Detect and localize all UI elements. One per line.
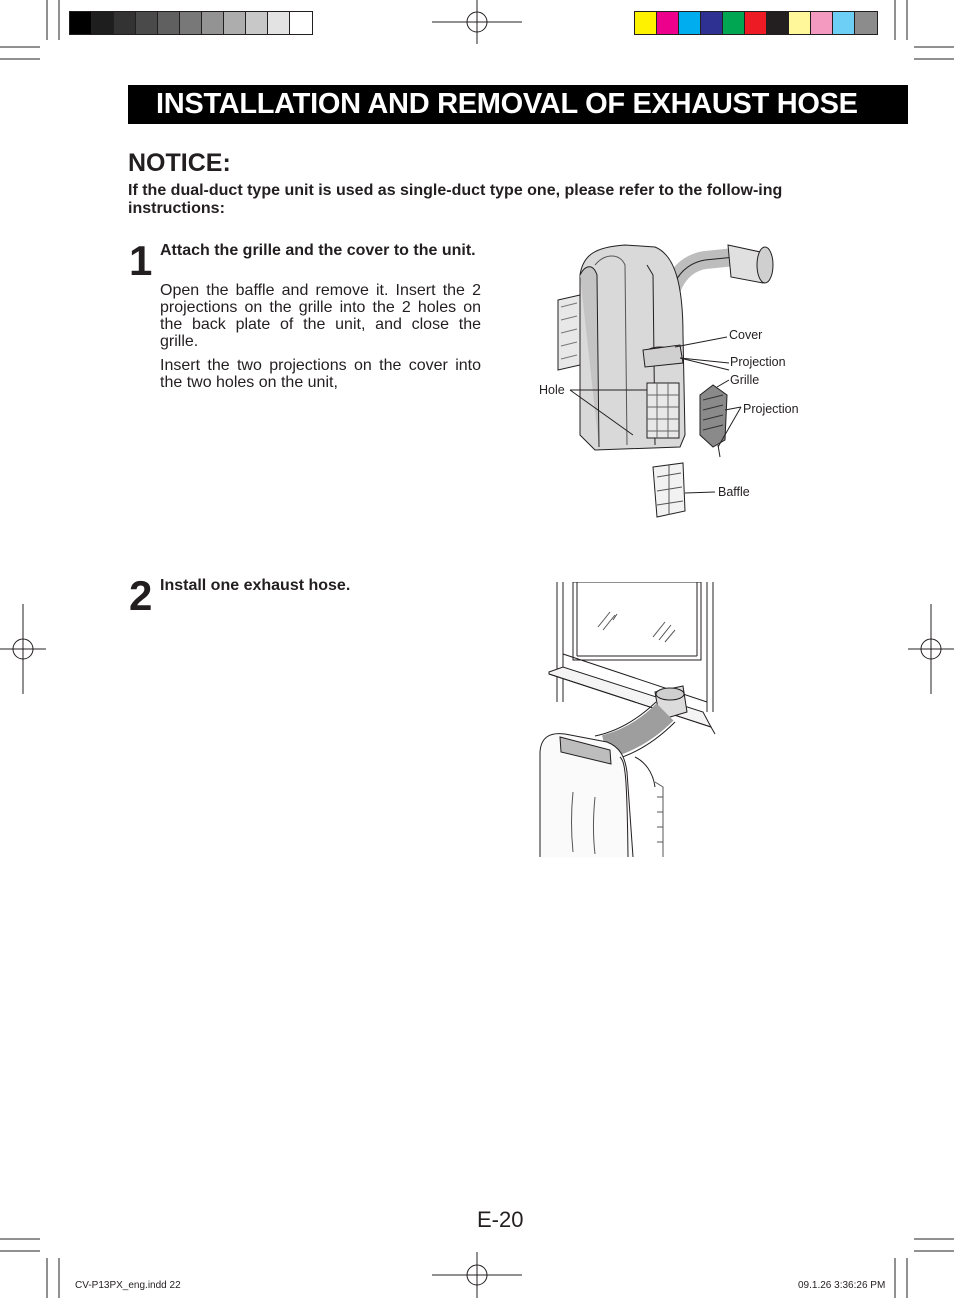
label-hole: Hole (539, 383, 565, 397)
label-projection-bottom: Projection (743, 402, 799, 416)
grayscale-calibration-bar (69, 11, 313, 35)
calibration-swatch (202, 12, 224, 34)
calibration-swatch (723, 12, 745, 34)
label-projection-top: Projection (730, 355, 786, 369)
calibration-swatch (114, 12, 136, 34)
calibration-swatch (789, 12, 811, 34)
calibration-swatch (224, 12, 246, 34)
calibration-swatch (92, 12, 114, 34)
calibration-swatch (180, 12, 202, 34)
figure-exhaust-hose-window (535, 582, 735, 857)
calibration-swatch (158, 12, 180, 34)
calibration-swatch (701, 12, 723, 34)
step-1-number: 1 (129, 237, 153, 284)
step-1-paragraph-2: Insert the two projections on the cover into the two holes on the unit, (160, 357, 481, 391)
step-1-title: Attach the grille and the cover to the unit. (160, 242, 476, 259)
file-info: CV-P13PX_eng.indd 22 (75, 1280, 181, 1291)
calibration-swatch (833, 12, 855, 34)
color-calibration-bar (634, 11, 878, 35)
figure-unit-grille-cover (535, 235, 835, 525)
calibration-swatch (767, 12, 789, 34)
calibration-swatch (745, 12, 767, 34)
page-number: E-20 (477, 1207, 524, 1232)
calibration-swatch (855, 12, 877, 34)
step-1-paragraph-1: Open the baffle and remove it. Insert the 2 projections on the grille into the 2 holes on the back plate of the unit, and close the grille. (160, 282, 481, 350)
label-cover: Cover (729, 328, 763, 342)
calibration-swatch (268, 12, 290, 34)
calibration-swatch (635, 12, 657, 34)
page-title: INSTALLATION AND REMOVAL OF EXHAUST HOSE (128, 85, 908, 124)
calibration-swatch (657, 12, 679, 34)
calibration-swatch (290, 12, 312, 34)
calibration-swatch (811, 12, 833, 34)
label-baffle: Baffle (718, 485, 750, 499)
notice-heading: NOTICE: (128, 149, 231, 177)
calibration-swatch (136, 12, 158, 34)
calibration-swatch (679, 12, 701, 34)
step-2-title: Install one exhaust hose. (160, 577, 351, 594)
notice-text: If the dual-duct type unit is used as single-duct type one, please refer to the follow-ing instructions: (128, 182, 783, 217)
step-1-body (160, 282, 481, 398)
calibration-swatch (246, 12, 268, 34)
label-grille: Grille (730, 373, 760, 387)
calibration-swatch (70, 12, 92, 34)
step-2-number: 2 (129, 572, 153, 619)
timestamp: 09.1.26 3:36:26 PM (798, 1280, 886, 1291)
